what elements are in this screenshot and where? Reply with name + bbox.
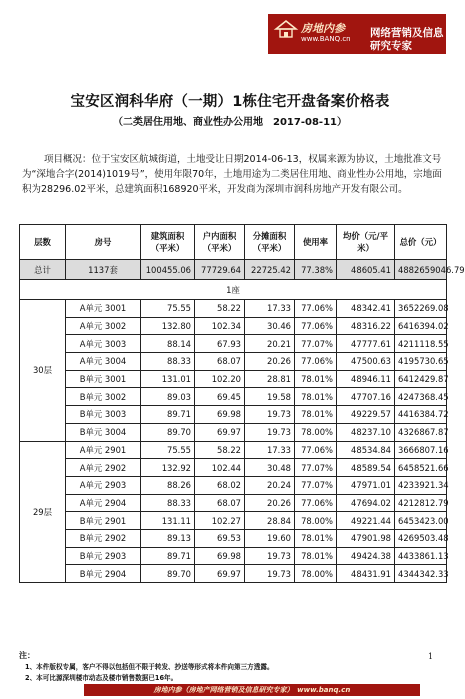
footer-banner: 房地内参（房地产网络营销及信息研究专家） www.banq.cn: [84, 684, 420, 696]
inner-area-cell: 68.07: [195, 494, 245, 512]
usage-rate-cell: 78.00%: [295, 565, 337, 583]
inner-area-cell: 69.97: [195, 423, 245, 441]
avg-price-cell: 47901.98: [337, 529, 395, 547]
shared-area-cell: 20.26: [245, 494, 295, 512]
build-area-cell: 132.92: [141, 459, 195, 477]
build-area-cell: 132.80: [141, 317, 195, 335]
shared-area-cell: 17.33: [245, 441, 295, 459]
table-row: [20, 370, 447, 388]
room-cell: A单元 3002: [66, 317, 141, 335]
shared-area-cell: 20.24: [245, 476, 295, 494]
inner-area-cell: 102.27: [195, 512, 245, 530]
house-logo-icon: [274, 19, 298, 39]
project-overview: 项目概况：位于宝安区航城街道，土地受让日期2014-06-13，权属来源为协议，土地批准文号为“深地合字(2014)1019号”，使用年限70年，土地用途为二类居住用地、商业性办公用地，宗地面积为28296.02平米，总建筑面积168920平米，开发商为深圳市润科房地产开发有限公司。: [22, 154, 442, 196]
shared-area-cell: 19.60: [245, 529, 295, 547]
total-price-cell: 4269503.48: [395, 529, 447, 547]
brand-name: 房地内参: [301, 22, 345, 35]
table-row: [20, 335, 447, 353]
usage-rate-cell: 77.07%: [295, 459, 337, 477]
shared-area-cell: 28.84: [245, 512, 295, 530]
total-price-cell: 4233921.34: [395, 476, 447, 494]
build-area-cell: 88.33: [141, 353, 195, 371]
build-area-cell: 89.03: [141, 388, 195, 406]
total-price-cell: 4433861.13: [395, 547, 447, 565]
avg-price-cell: 48237.10: [337, 423, 395, 441]
usage-rate-cell: 77.06%: [295, 441, 337, 459]
table-row: [20, 512, 447, 530]
shared-area-cell: 19.73: [245, 565, 295, 583]
inner-area-cell: 69.98: [195, 406, 245, 424]
total-rooms: 1137套: [66, 260, 141, 280]
table-row: [20, 300, 447, 318]
total-price-cell: 4212812.79: [395, 494, 447, 512]
block-label: 1座: [20, 280, 447, 300]
shared-area-cell: 20.26: [245, 353, 295, 371]
table-row: [20, 547, 447, 565]
header-build-area: 建筑面积（平米）: [141, 225, 195, 260]
brand-url[interactable]: www.BANQ.cn: [301, 35, 351, 43]
inner-area-cell: 69.97: [195, 565, 245, 583]
note-item: 1、本件版权专属，客户不得以包括但不限于转发、抄送等形式将本件向第三方透露。: [25, 663, 274, 671]
total-price-cell: 6416394.02: [395, 317, 447, 335]
avg-price-cell: 49221.44: [337, 512, 395, 530]
build-area-cell: 89.71: [141, 406, 195, 424]
header-floor: 层数: [20, 225, 66, 260]
usage-rate-cell: 78.01%: [295, 547, 337, 565]
usage-rate-cell: 77.06%: [295, 353, 337, 371]
build-area-cell: 75.55: [141, 300, 195, 318]
avg-price-cell: 48534.84: [337, 441, 395, 459]
inner-area-cell: 68.07: [195, 353, 245, 371]
usage-rate-cell: 77.06%: [295, 494, 337, 512]
inner-area-cell: 102.34: [195, 317, 245, 335]
total-price-cell: 6458521.66: [395, 459, 447, 477]
usage-rate-cell: 77.07%: [295, 476, 337, 494]
avg-price-cell: 49424.38: [337, 547, 395, 565]
table-row: [20, 353, 447, 371]
room-cell: B单元 3001: [66, 370, 141, 388]
total-inner-area: 77729.64: [195, 260, 245, 280]
page-subtitle: （二类居住用地、商业性办公用地 2017-08-11）: [113, 117, 347, 128]
room-cell: A单元 2902: [66, 459, 141, 477]
table-header-row: [20, 225, 447, 260]
shared-area-cell: 30.46: [245, 317, 295, 335]
header-avg-price: 均价（元/平米）: [337, 225, 395, 260]
price-table: [19, 224, 465, 583]
total-price-cell: 4344342.33: [395, 565, 447, 583]
brand-tagline: 网络营销及信息研究专家: [370, 27, 444, 52]
avg-price-cell: 47500.63: [337, 353, 395, 371]
build-area-cell: 75.55: [141, 441, 195, 459]
build-area-cell: 88.26: [141, 476, 195, 494]
usage-rate-cell: 77.06%: [295, 317, 337, 335]
inner-area-cell: 68.02: [195, 476, 245, 494]
floor-label: 30层: [20, 300, 66, 442]
shared-area-cell: 19.73: [245, 547, 295, 565]
total-avg-price: 48605.41: [337, 260, 395, 280]
total-price-cell: 3666807.16: [395, 441, 447, 459]
shared-area-cell: 20.21: [245, 335, 295, 353]
room-cell: B单元 2904: [66, 565, 141, 583]
total-price-cell: 4247368.45: [395, 388, 447, 406]
avg-price-cell: 48431.91: [337, 565, 395, 583]
shared-area-cell: 28.81: [245, 370, 295, 388]
total-shared-area: 22725.42: [245, 260, 295, 280]
header-usage-rate: 使用率: [295, 225, 337, 260]
header-room: 房号: [66, 225, 141, 260]
build-area-cell: 131.01: [141, 370, 195, 388]
avg-price-cell: 48946.11: [337, 370, 395, 388]
usage-rate-cell: 78.01%: [295, 529, 337, 547]
table-row: [20, 459, 447, 477]
shared-area-cell: 30.48: [245, 459, 295, 477]
usage-rate-cell: 77.06%: [295, 300, 337, 318]
inner-area-cell: 69.98: [195, 547, 245, 565]
build-area-cell: 88.33: [141, 494, 195, 512]
room-cell: B单元 3003: [66, 406, 141, 424]
page-number: 1: [428, 652, 434, 661]
room-cell: B单元 2902: [66, 529, 141, 547]
table-row: [20, 317, 447, 335]
total-build-area: 100455.06: [141, 260, 195, 280]
shared-area-cell: 19.73: [245, 423, 295, 441]
usage-rate-cell: 78.01%: [295, 388, 337, 406]
inner-area-cell: 69.53: [195, 529, 245, 547]
total-total-price: 4882659046.79: [395, 260, 447, 280]
room-cell: A单元 2904: [66, 494, 141, 512]
avg-price-cell: 48342.41: [337, 300, 395, 318]
usage-rate-cell: 77.07%: [295, 335, 337, 353]
table-row: [20, 441, 447, 459]
total-price-cell: 6412429.87: [395, 370, 447, 388]
total-price-cell: 4195730.65: [395, 353, 447, 371]
usage-rate-cell: 78.00%: [295, 423, 337, 441]
room-cell: A单元 2901: [66, 441, 141, 459]
avg-price-cell: 48589.54: [337, 459, 395, 477]
note-item: 2、本可比源深圳楼市动态及楼市销售数据已16年。: [25, 674, 178, 682]
usage-rate-cell: 78.01%: [295, 406, 337, 424]
avg-price-cell: 47707.16: [337, 388, 395, 406]
total-price-cell: 4211118.55: [395, 335, 447, 353]
inner-area-cell: 102.20: [195, 370, 245, 388]
total-price-cell: 4416384.72: [395, 406, 447, 424]
page-title: 宝安区润科华府（一期）1栋住宅开盘备案价格表: [70, 94, 390, 110]
table-row: [20, 476, 447, 494]
avg-price-cell: 47777.61: [337, 335, 395, 353]
room-cell: A单元 3004: [66, 353, 141, 371]
room-cell: B单元 2901: [66, 512, 141, 530]
usage-rate-cell: 78.01%: [295, 370, 337, 388]
header-inner-area: 户内面积（平米）: [195, 225, 245, 260]
usage-rate-cell: 78.00%: [295, 512, 337, 530]
room-cell: B单元 3002: [66, 388, 141, 406]
brand-banner: [268, 14, 446, 54]
build-area-cell: 89.70: [141, 423, 195, 441]
table-row: [20, 423, 447, 441]
table-row: [20, 529, 447, 547]
total-price-cell: 3652269.08: [395, 300, 447, 318]
shared-area-cell: 17.33: [245, 300, 295, 318]
inner-area-cell: 58.22: [195, 300, 245, 318]
total-label: 总计: [20, 260, 66, 280]
header-shared-area: 分摊面积（平米）: [245, 225, 295, 260]
block-row: [20, 280, 447, 300]
floor-label: 29层: [20, 441, 66, 583]
total-usage-rate: 77.38%: [295, 260, 337, 280]
room-cell: A单元 3003: [66, 335, 141, 353]
room-cell: A单元 2903: [66, 476, 141, 494]
avg-price-cell: 49229.57: [337, 406, 395, 424]
table-row: [20, 388, 447, 406]
table-row: [20, 406, 447, 424]
table-row: [20, 494, 447, 512]
total-price-cell: 6453423.00: [395, 512, 447, 530]
inner-area-cell: 102.44: [195, 459, 245, 477]
shared-area-cell: 19.73: [245, 406, 295, 424]
total-price-cell: 4326867.87: [395, 423, 447, 441]
build-area-cell: 89.71: [141, 547, 195, 565]
shared-area-cell: 19.58: [245, 388, 295, 406]
avg-price-cell: 47694.02: [337, 494, 395, 512]
inner-area-cell: 67.93: [195, 335, 245, 353]
header-total-price: 总价（元）: [395, 225, 447, 260]
room-cell: A单元 3001: [66, 300, 141, 318]
build-area-cell: 88.14: [141, 335, 195, 353]
build-area-cell: 89.70: [141, 565, 195, 583]
total-row: [20, 260, 447, 280]
room-cell: B单元 2903: [66, 547, 141, 565]
room-cell: B单元 3004: [66, 423, 141, 441]
table-row: [20, 565, 447, 583]
notes-heading: 注：: [19, 651, 35, 660]
inner-area-cell: 69.45: [195, 388, 245, 406]
inner-area-cell: 58.22: [195, 441, 245, 459]
avg-price-cell: 48316.22: [337, 317, 395, 335]
avg-price-cell: 47971.01: [337, 476, 395, 494]
build-area-cell: 89.13: [141, 529, 195, 547]
build-area-cell: 131.11: [141, 512, 195, 530]
